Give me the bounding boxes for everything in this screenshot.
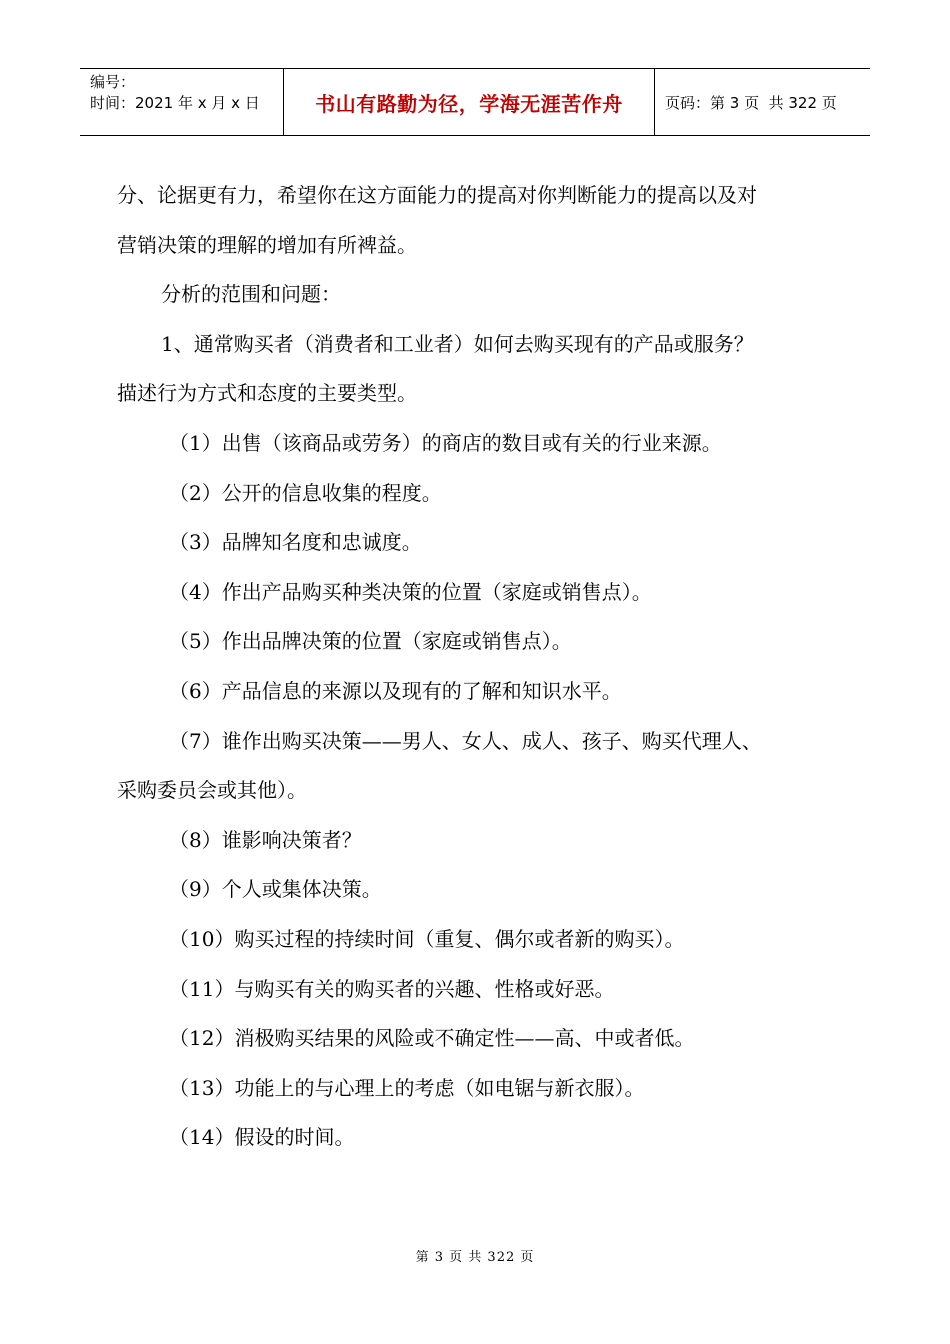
- header-number-label: 编号：: [90, 73, 136, 91]
- list-item-continuation: 采购委员会或其他）。: [117, 778, 307, 803]
- list-item: （10）购买过程的持续时间（重复、偶尔或者新的购买）。: [169, 926, 685, 951]
- header-page-info-text: 页码：第 3 页 共 322 页: [665, 93, 837, 112]
- header-page-info: [655, 69, 870, 135]
- list-item: （7）谁作出购买决策——男人、女人、成人、孩子、购买代理人、: [169, 728, 762, 753]
- list-item: （9）个人或集体决策。: [169, 877, 382, 902]
- list-item: （2）公开的信息收集的程度。: [169, 480, 442, 505]
- header-motto: [283, 69, 655, 135]
- document-body: [117, 174, 837, 1166]
- page-header: [80, 68, 870, 136]
- list-item: （3）品牌知名度和忠诚度。: [169, 530, 422, 555]
- body-line: 营销决策的理解的增加有所裨益。: [117, 232, 417, 257]
- footer-page-number: 第 3 页 共 322 页: [415, 1250, 535, 1265]
- header-meta: [80, 69, 283, 135]
- list-item: （6）产品信息的来源以及现有的了解和知识水平。: [169, 678, 622, 703]
- page-footer: [0, 1246, 950, 1265]
- section-heading: 分析的范围和问题：: [161, 282, 341, 307]
- header-time-label: 时间：2021 年 x 月 x 日: [90, 94, 260, 112]
- list-item: （4）作出产品购买种类决策的位置（家庭或销售点）。: [169, 579, 652, 604]
- list-item: （1）出售（该商品或劳务）的商店的数目或有关的行业来源。: [169, 430, 722, 455]
- list-item: （11）与购买有关的购买者的兴趣、性格或好恶。: [169, 976, 615, 1001]
- list-item: （8）谁影响决策者？: [169, 827, 362, 852]
- list-item: （5）作出品牌决策的位置（家庭或销售点）。: [169, 629, 572, 654]
- question-line: 描述行为方式和态度的主要类型。: [117, 381, 417, 406]
- list-item: （13）功能上的与心理上的考虑（如电锯与新衣服）。: [169, 1075, 645, 1100]
- list-item: （14）假设的时间。: [169, 1125, 355, 1150]
- question-line: 1、通常购买者（消费者和工业者）如何去购买现有的产品或服务？: [161, 331, 754, 356]
- list-item: （12）消极购买结果的风险或不确定性——高、中或者低。: [169, 1026, 695, 1051]
- header-motto-text: 书山有路勤为径，学海无涯苦作舟: [315, 91, 623, 116]
- body-line: 分、论据更有力，希望你在这方面能力的提高对你判断能力的提高以及对: [117, 183, 757, 207]
